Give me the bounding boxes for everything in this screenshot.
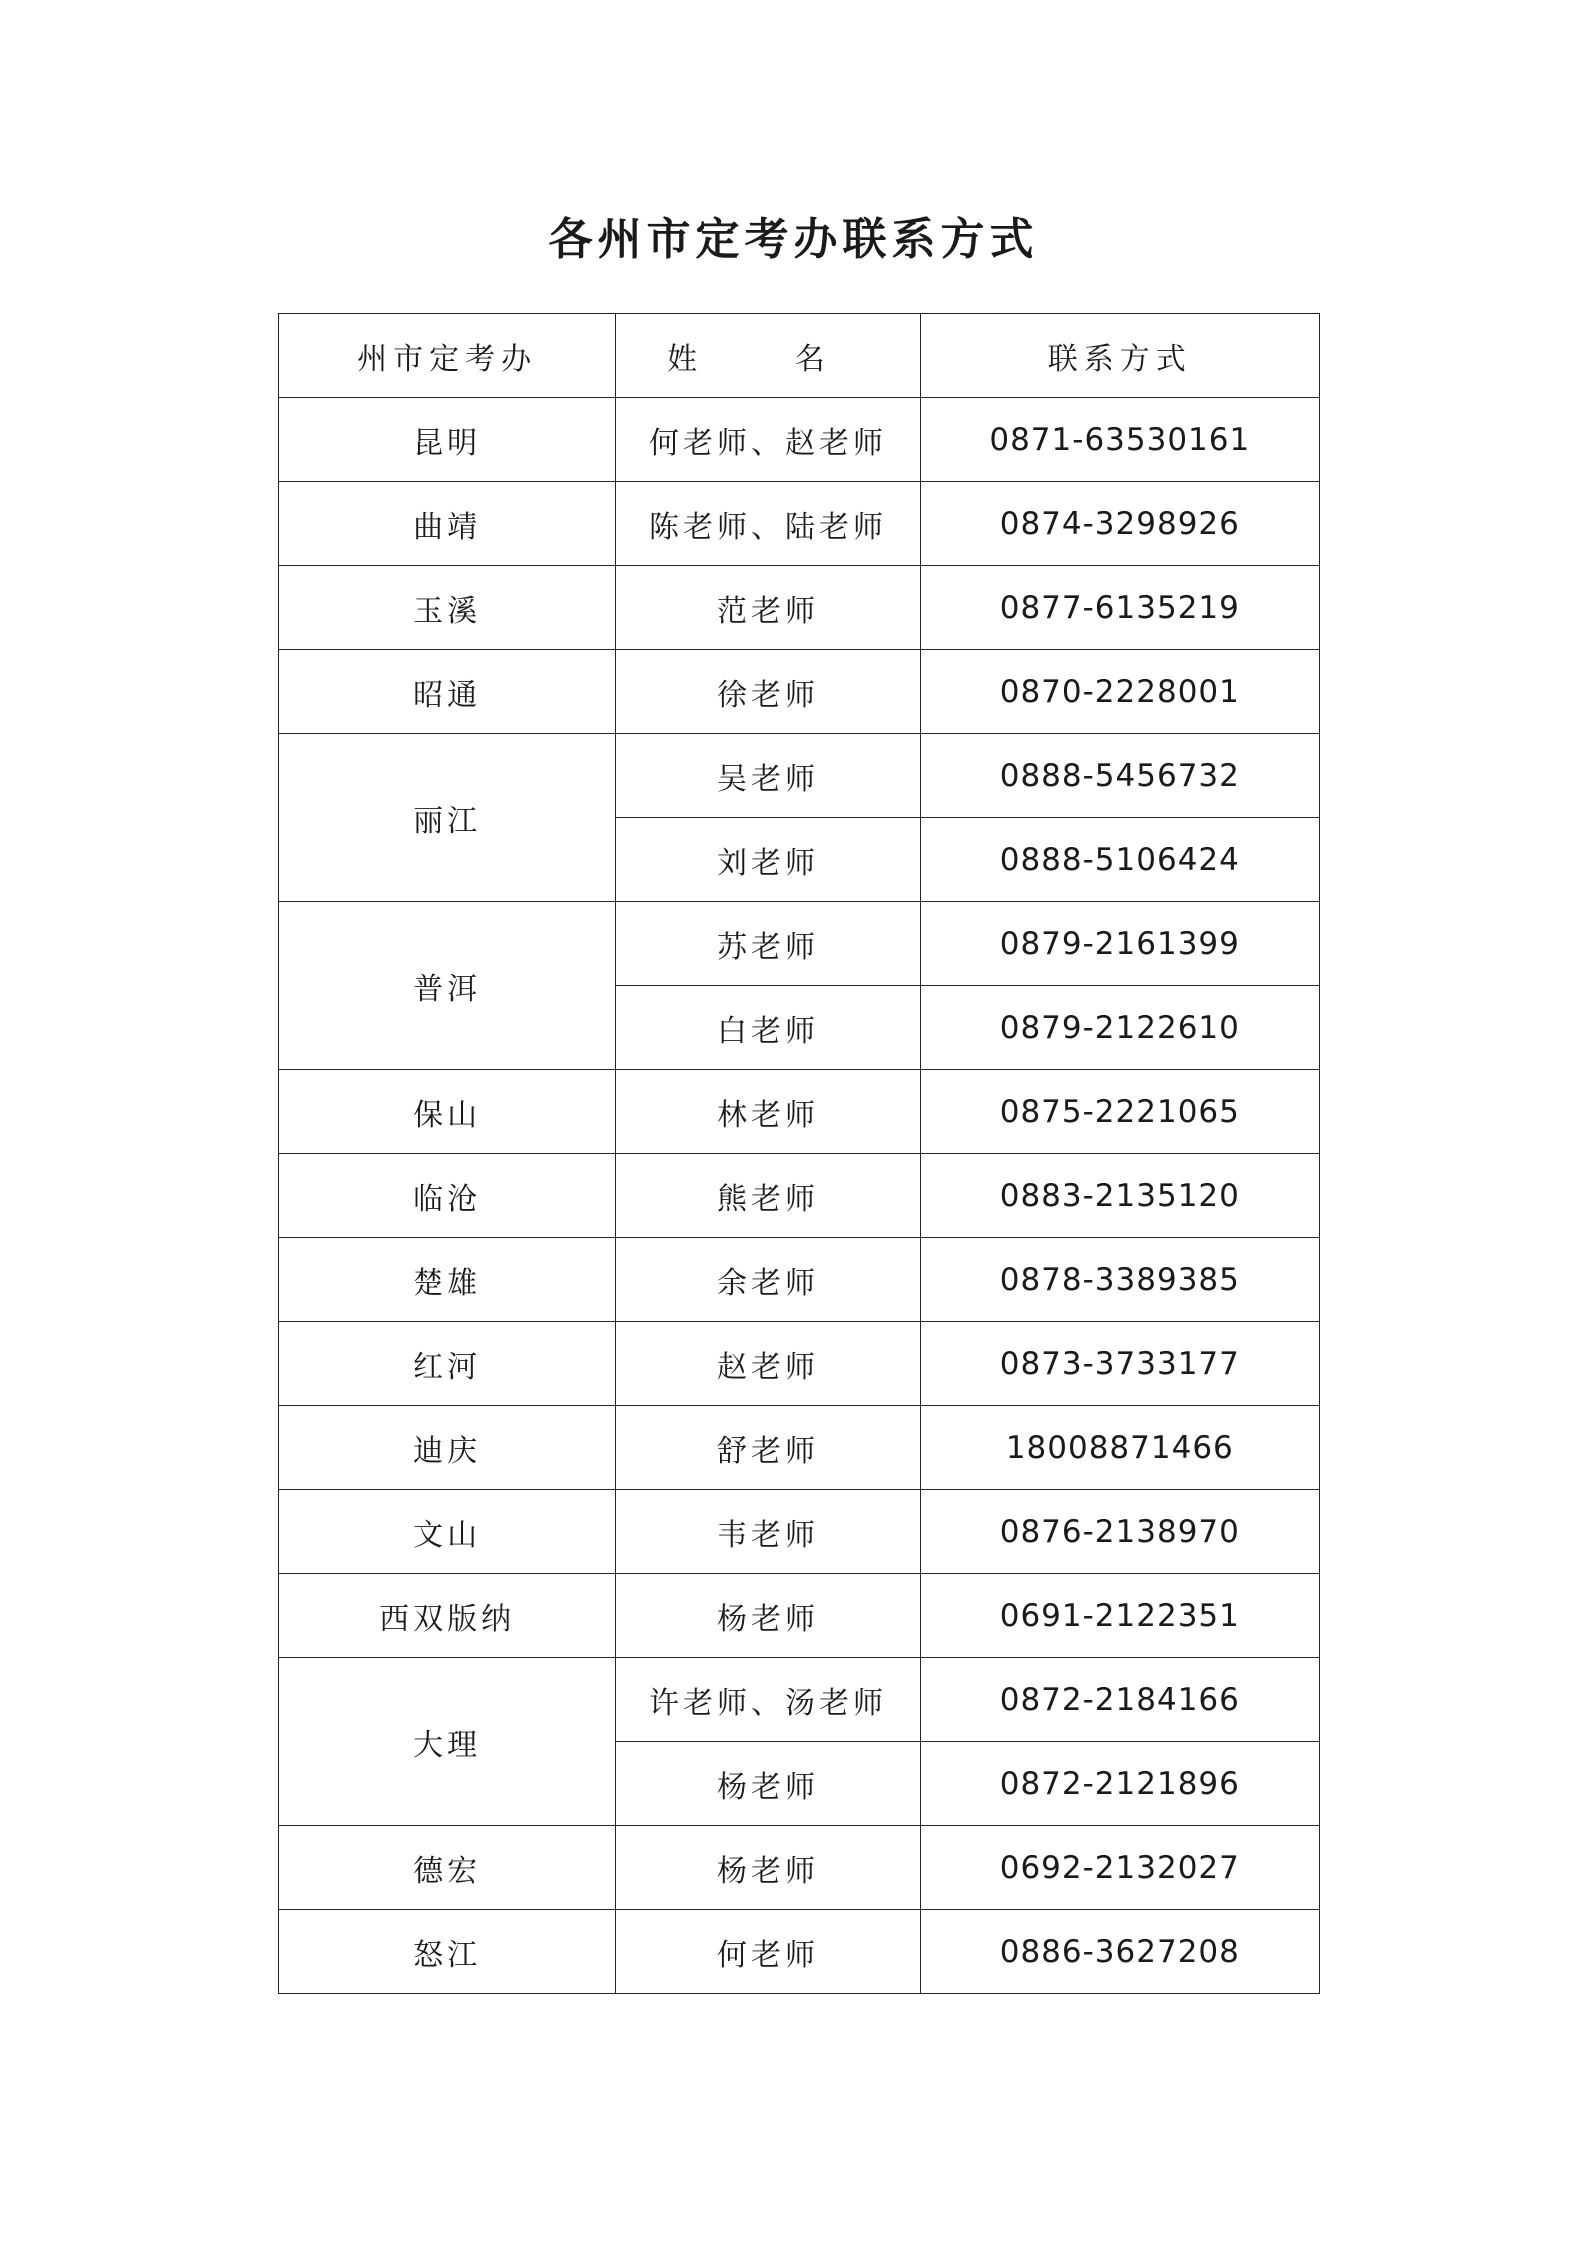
table-row xyxy=(279,1490,1320,1574)
table-header-row xyxy=(279,314,1320,398)
phone-cell: 0877-6135219 xyxy=(920,566,1319,650)
city-cell: 昭通 xyxy=(279,650,616,734)
phone-cell: 0872-2121896 xyxy=(920,1742,1319,1826)
city-cell: 楚雄 xyxy=(279,1238,616,1322)
phone-cell: 0872-2184166 xyxy=(920,1658,1319,1742)
contact-name-cell: 杨老师 xyxy=(616,1742,920,1826)
city-cell: 德宏 xyxy=(279,1826,616,1910)
contact-name-cell: 杨老师 xyxy=(616,1826,920,1910)
table-row xyxy=(279,1154,1320,1238)
contact-name-cell: 余老师 xyxy=(616,1238,920,1322)
phone-cell: 0873-3733177 xyxy=(920,1322,1319,1406)
contact-name-cell: 许老师、汤老师 xyxy=(616,1658,920,1742)
header-name: 姓 名 xyxy=(616,314,920,398)
city-cell: 昆明 xyxy=(279,398,616,482)
page-title: 各州市定考办联系方式 xyxy=(548,214,1039,265)
city-cell: 曲靖 xyxy=(279,482,616,566)
city-cell: 西双版纳 xyxy=(279,1574,616,1658)
phone-cell: 0879-2122610 xyxy=(920,986,1319,1070)
contact-name-cell: 舒老师 xyxy=(616,1406,920,1490)
contact-name-cell: 刘老师 xyxy=(616,818,920,902)
phone-cell: 0691-2122351 xyxy=(920,1574,1319,1658)
city-cell: 怒江 xyxy=(279,1910,616,1994)
table-row xyxy=(279,1910,1320,1994)
city-cell: 文山 xyxy=(279,1490,616,1574)
table-row xyxy=(279,734,1320,818)
phone-cell: 0879-2161399 xyxy=(920,902,1319,986)
contact-table xyxy=(278,313,1320,1994)
table-row xyxy=(279,566,1320,650)
table-row xyxy=(279,1238,1320,1322)
contact-name-cell: 苏老师 xyxy=(616,902,920,986)
contact-name-cell: 范老师 xyxy=(616,566,920,650)
phone-cell: 18008871466 xyxy=(920,1406,1319,1490)
city-cell: 丽江 xyxy=(279,734,616,902)
contact-name-cell: 韦老师 xyxy=(616,1490,920,1574)
contact-name-cell: 何老师 xyxy=(616,1910,920,1994)
contact-name-cell: 何老师、赵老师 xyxy=(616,398,920,482)
header-contact: 联系方式 xyxy=(920,314,1319,398)
phone-cell: 0888-5456732 xyxy=(920,734,1319,818)
city-cell: 玉溪 xyxy=(279,566,616,650)
phone-cell: 0888-5106424 xyxy=(920,818,1319,902)
table-row xyxy=(279,650,1320,734)
contact-name-cell: 白老师 xyxy=(616,986,920,1070)
phone-cell: 0886-3627208 xyxy=(920,1910,1319,1994)
table-row xyxy=(279,902,1320,986)
city-cell: 迪庆 xyxy=(279,1406,616,1490)
table-row xyxy=(279,398,1320,482)
contact-name-cell: 杨老师 xyxy=(616,1574,920,1658)
city-cell: 临沧 xyxy=(279,1154,616,1238)
table-row xyxy=(279,1574,1320,1658)
phone-cell: 0874-3298926 xyxy=(920,482,1319,566)
table-row xyxy=(279,482,1320,566)
table-row xyxy=(279,1070,1320,1154)
phone-cell: 0883-2135120 xyxy=(920,1154,1319,1238)
city-cell: 红河 xyxy=(279,1322,616,1406)
contact-name-cell: 陈老师、陆老师 xyxy=(616,482,920,566)
phone-cell: 0692-2132027 xyxy=(920,1826,1319,1910)
city-cell: 普洱 xyxy=(279,902,616,1070)
contact-name-cell: 赵老师 xyxy=(616,1322,920,1406)
table-row xyxy=(279,1658,1320,1742)
phone-cell: 0870-2228001 xyxy=(920,650,1319,734)
contact-name-cell: 林老师 xyxy=(616,1070,920,1154)
phone-cell: 0875-2221065 xyxy=(920,1070,1319,1154)
table-row xyxy=(279,1322,1320,1406)
contact-name-cell: 徐老师 xyxy=(616,650,920,734)
phone-cell: 0876-2138970 xyxy=(920,1490,1319,1574)
table-body xyxy=(279,398,1320,1994)
header-city: 州市定考办 xyxy=(279,314,616,398)
contact-name-cell: 熊老师 xyxy=(616,1154,920,1238)
phone-cell: 0878-3389385 xyxy=(920,1238,1319,1322)
table-row xyxy=(279,1406,1320,1490)
city-cell: 大理 xyxy=(279,1658,616,1826)
table-row xyxy=(279,1826,1320,1910)
city-cell: 保山 xyxy=(279,1070,616,1154)
phone-cell: 0871-63530161 xyxy=(920,398,1319,482)
contact-name-cell: 吴老师 xyxy=(616,734,920,818)
